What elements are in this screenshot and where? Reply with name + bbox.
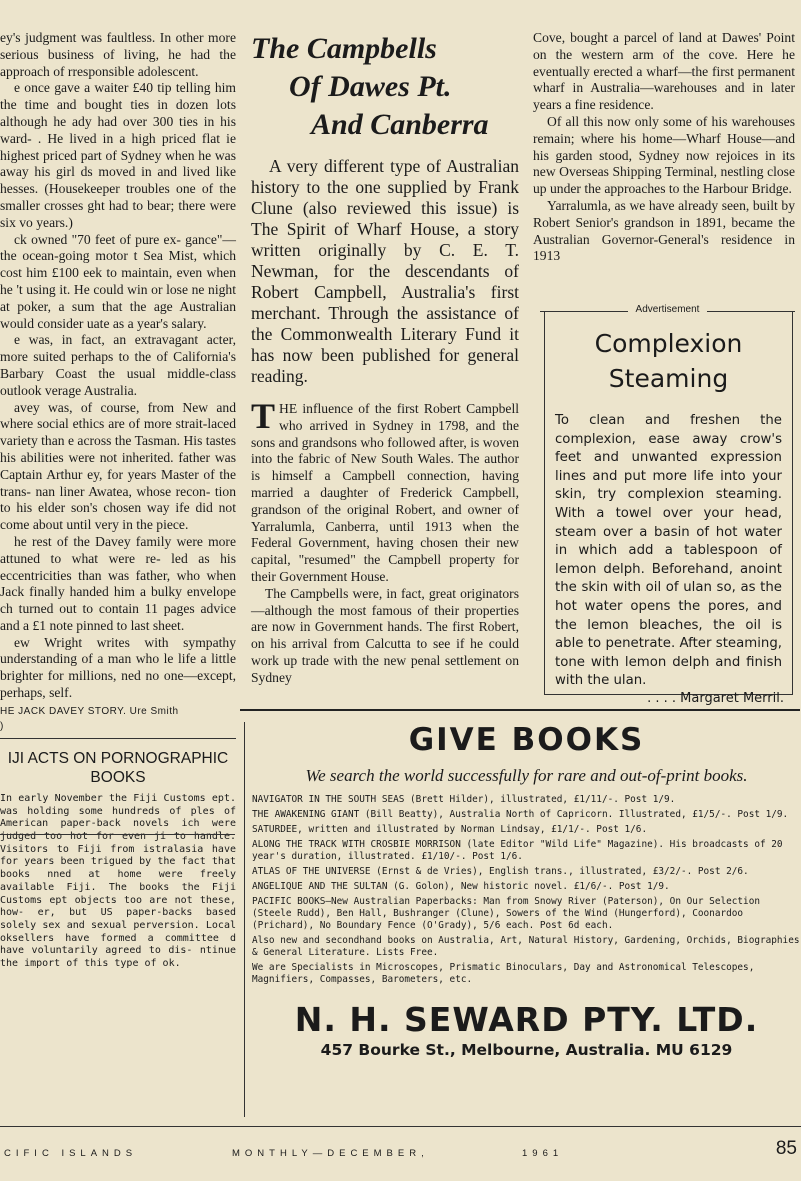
books-headline: GIVE BOOKS [408,722,645,758]
book-credit: HE JACK DAVEY STORY. Ure Smith [0,705,179,717]
advertisement-label: Advertisement [628,304,708,315]
divider [240,709,800,711]
article-title-line-1: The Campbells [251,32,437,65]
drop-cap: T [251,396,276,436]
article-title-line-2: Of Dawes Pt. [289,70,452,103]
company-address: 457 Bourke St., Melbourne, Australia. MU 6129 [320,1041,733,1059]
books-tagline: We search the world successfully for rare and out-of-print books. [305,766,748,785]
footer-publication-middle: MONTHLY—DECEMBER, [232,1148,429,1159]
book-item: NAVIGATOR IN THE SOUTH SEAS (Brett Hilder), illustrated, £1/11/-. Post 1/9. [252,794,676,805]
book-item: ANGELIQUE AND THE SULTAN (G. Golon), New historic novel. £1/6/-. Post 1/9. [252,881,670,892]
left-paragraph: ew Wright writes with sympathy understanding of a man who le life a little brighter for millions, ned no one—except, perhaps, self. [0,634,236,701]
left-paragraph: e was, in fact, an extravagant acter, more suited perhaps to the of California's Barbary Coast the usual middle-class outlook verage Australia. [0,332,236,398]
advert-body: To clean and freshen the complexion, ease away crow's feet and unwanted expression lines and put more life into your skin, try complexion steaming. With a towel over your head, steam over a basin of hot water in which add a tablespoon of lemon delph. Beforehand, anoint the skin with oil of ulan so, as the hot water opens the pores, and the lemon bleaches, the oil is able to penetrate. After steaming, tone with lemon delph and finish with the ulan. [555,413,782,689]
book-item: PACIFIC BOOKS—New Australian Paperbacks: Man from Snowy River (Paterson), On Our Selection (Steele Rudd), Ben Hall, Bushranger (Clune), Sowers of the Wind (Hungerford), Coonardoo (Prichard), No Boundary Fence (O'Grady), 5/6 each. Post 6d each. [252,896,760,931]
article-continued-text [533,30,795,265]
advert-title-1: Complexion [594,329,743,358]
fiji-heading: IJI ACTS ON PORNOGRAPHIC BOOKS [7,749,229,786]
left-paragraph: ck owned "70 feet of pure ex- gance"—the ocean-going motor t Sea Mist, which cost him £100 eek to maintain, even when he 't using it. He could win or lose ne night at poker, a sum that the age Australian would consider uate as a year's salary. [0,231,236,331]
divider [0,834,235,835]
divider [0,738,236,739]
footer-publication-left: CIFIC ISLANDS [4,1148,138,1159]
book-item: THE AWAKENING GIANT (Bill Beatty), Australia North of Capricorn. Illustrated, £1/5/-. Post 1/9. [252,809,789,820]
left-paragraph: avey was, of course, from New and where social ethics are of more strait-laced variety than e across the Tasman. His tastes his abilities were not inherited. father was Captain Arthur ey, for years Master of the trans- nan liner Awatea, whose recon- tion to his elder son's chosen way ife did not come about until very in the piece. [0,399,236,533]
divider [244,722,245,1117]
book-item: We are Specialists in Microscopes, Prismatic Binoculars, Day and Astronomical Telescopes, Magnifiers, Compasses, Barometers, etc. [252,962,755,985]
left-paragraph: e once gave a waiter £40 tip telling him the time and bought ties in dozen lots although he ady had over 300 ties in his ward- . He lived in a high priced flat ie highest priced part of Sydney when he was away his girl ds moved in and lived like hesses. (Housekeeper troubles one of the smaller crosses ght had to bear; there were six vo years.) [0,80,236,230]
fiji-text: In early November the Fiji Customs ept. was holding some hundreds of ples of American paper-back novels ich were judged too hot for even ji to handle. Visitors to Fiji from istralasia have for years been trigued by the fact that books nned at home were freely available Fiji. The books the Fiji Customs ept objects too are not these, how- er, but US paper-backs based solely sex and sexual perversion. Local oksellers have formed a committee d have voluntarily agreed to dis- ntinue the import of this type of ok. [0,792,236,970]
book-list [252,794,801,986]
article-body [251,396,519,687]
books-advertisement [252,722,801,1132]
book-credit-tail: ) [0,720,4,732]
left-paragraph: ey's judgment was faultless. In other more serious business of living, he had the approach of rresponsible adolescent. [0,30,236,79]
advert-title-2: Steaming [608,364,729,393]
left-paragraph: he rest of the Davey family were more attuned to what were re- led as his eccentricities than was father, who when Jack finally handed him a bulky envelope ch turned out to contain 11 pages advice and a £1 note pinned to last sheet. [0,533,236,633]
divider [0,1126,801,1127]
article-paragraph: Cove, bought a parcel of land at Dawes' Point on the western arm of the cove. Here he eventually erected a wharf—the first permanent wharf in Australia—warehouses and in later years a fine residence. [533,30,795,113]
article-paragraph: HE influence of the first Robert Campbell who arrived in Sydney in 1798, and the sons and grandsons who followed after, is woven into the fabric of New South Wales. The author is himself a Campbell connection, having married a daughter of Frederick Campbell, grandson of the original Robert, and owner of Yarralumla, Canberra, until 1913 when the Federal Government, having chosen their new capital, "resumed" the Campbell property for their Government House. [251,401,519,584]
book-item: SATURDEE, written and illustrated by Norman Lindsay, £1/1/-. Post 1/6. [252,824,648,835]
article-paragraph: The Campbells were, in fact, great originators—although the most famous of their properties are now in Government hands. The first Robert, on his arrival from Calcutta to see if he could work up trade with the new penal settlement on Sydney [251,585,519,685]
book-item: ALONG THE TRACK WITH CROSBIE MORRISON (late Editor "Wild Life" Magazine). His broadcasts of 20 year's duration, illustrated. £1/10/-. Post 1/6. [252,839,783,862]
article-paragraph: Yarralumla, as we have already seen, built by Robert Senior's grandson in 1891, became the Australian Governor-General's residence in 1913 [533,197,795,264]
advert-signature: . . . . Margaret Merril. [647,690,784,706]
left-column [0,30,236,970]
article-intro: A very different type of Australian history to the one supplied by Frank Clune (also reviewed this issue) is The Spirit of Wharf House, a story written originally by C. E. T. Newman, for the descendants of Robert Campbell, Australia's first merchant. Through the assistance of the Commonwealth Literary Fund it has now been published for general reading. [251,156,519,386]
book-item: ATLAS OF THE UNIVERSE (Ernst & de Vries), English trans., illustrated, £3/2/-. Post 2/6. [252,866,749,877]
article-title-line-3: And Canberra [311,108,489,141]
footer-year: 1961 [522,1148,564,1159]
page-number: 85 [775,1138,797,1159]
book-item: Also new and secondhand books on Australia, Art, Natural History, Gardening, Orchids, Biographies & General Literature. Lists Free. [252,935,800,958]
article-paragraph: Of all this now only some of his warehouses remain; where his home—Wharf House—and his garden stood, Sydney now rejoices in its new Overseas Shipping Terminal, nestling close up under the approaches to the Harbour Bridge. [533,113,795,197]
article-column [251,30,519,710]
advertisement-box [544,312,793,706]
left-column-text [0,30,236,702]
company-name: N. H. SEWARD PTY. LTD. [294,1000,759,1039]
page-footer [0,1140,801,1170]
